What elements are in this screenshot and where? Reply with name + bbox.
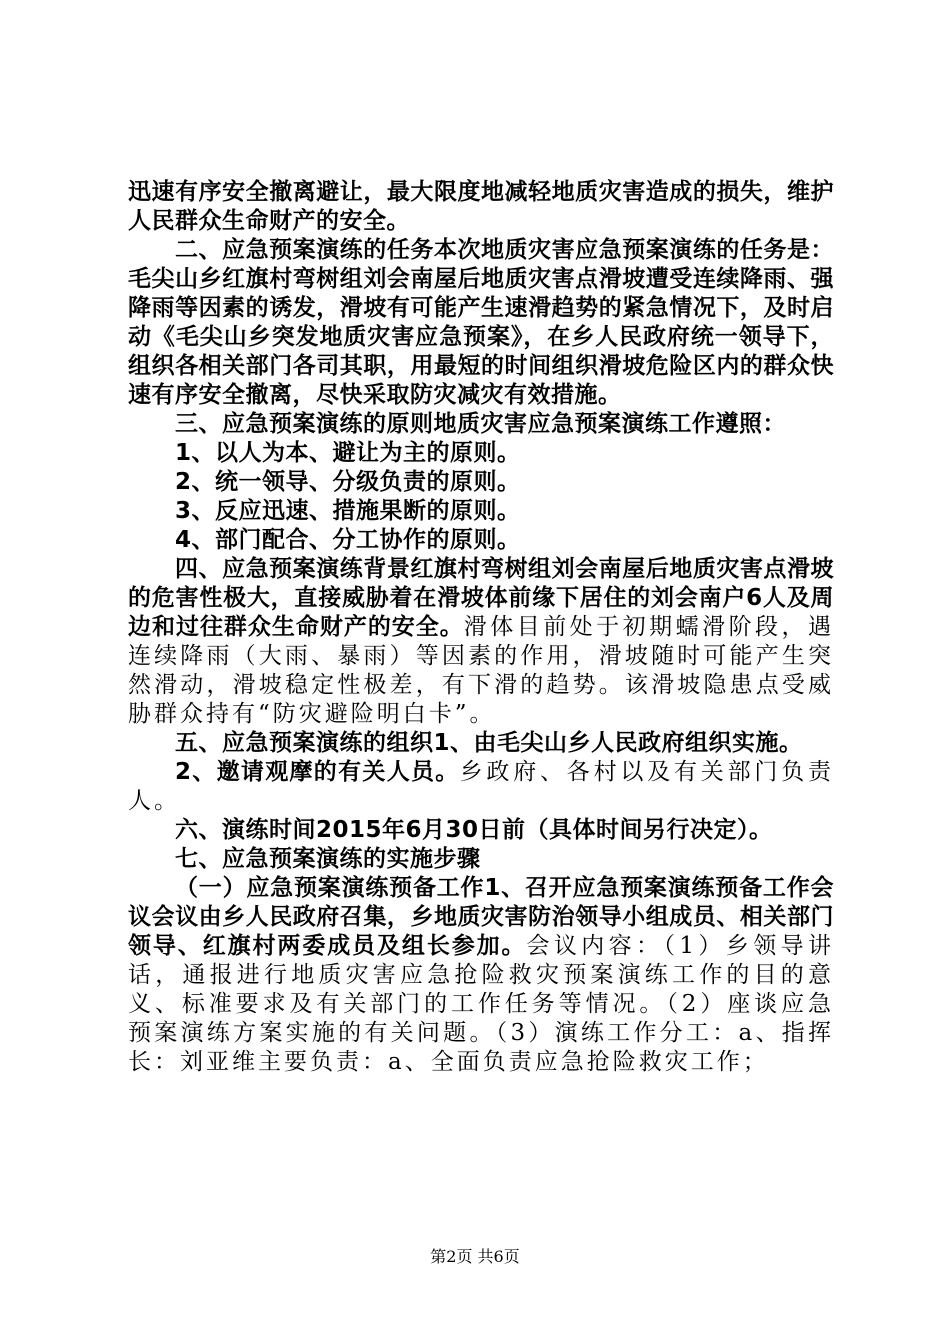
paragraph-text: 五、应急预案演练的组织1、由毛尖山乡人民政府组织实施。 — [175, 730, 803, 756]
paragraph-text: 滑体目前处于初期蠕滑阶段，遇连续降雨（大雨、暴雨）等因素的作用，滑坡随时可能产生突然滑动，滑坡稳定性极差，有下滑的趋势。该滑坡隐患点受威胁群众持有“防灾避险明白卡”。 — [128, 614, 835, 727]
paragraph — [128, 236, 834, 410]
paragraph-text: （一）应急预案演练预备工作1、召开应急预案演练预备工作会议会议由乡人民政府召集，乡地质灾害防治领导小组成员、相关部门领导、红旗村两委成员及组长参加。 — [128, 875, 834, 959]
paragraph-text: 七、应急预案演练的实施步骤 — [175, 846, 481, 872]
paragraph — [128, 874, 834, 1077]
paragraph-text: 2、统一领导、分级负责的原则。 — [175, 469, 521, 495]
paragraph-text: 3、反应迅速、措施果断的原则。 — [175, 498, 521, 524]
paragraph — [128, 816, 834, 845]
paragraph-text: 4、部门配合、分工协作的原则。 — [175, 527, 521, 553]
paragraph — [128, 410, 834, 439]
paragraph-text: 2、邀请观摩的有关人员。 — [175, 759, 460, 785]
paragraph — [128, 555, 834, 729]
paragraph — [128, 439, 834, 468]
paragraph-text: 二、应急预案演练的任务本次地质灾害应急预案演练的任务是：毛尖山乡红旗村弯树组刘会南屋后地质灾害点滑坡遭受连续降雨、强降雨等因素的诱发，滑坡有可能产生速滑趋势的紧急情况下，及时启动《毛尖山乡突发地质灾害应急预案》，在乡人民政府统一领导下，组织各相关部门各司其职，用最短的时间组织滑坡危险区内的群众快速有序安全撤离，尽快采取防灾减灾有效措施。 — [128, 237, 834, 408]
paragraph — [128, 526, 834, 555]
paragraph — [128, 497, 834, 526]
paragraph — [128, 178, 834, 236]
page-footer: 第2页 共6页 — [430, 1247, 520, 1266]
paragraph-text: 1、以人为本、避让为主的原则。 — [175, 440, 521, 466]
paragraph-text: 迅速有序安全撤离避让，最大限度地减轻地质灾害造成的损失，维护人民群众生命财产的安全。 — [128, 179, 834, 234]
paragraph — [128, 729, 834, 758]
paragraph-text: 六、演练时间2015年6月30日前（具体时间另行决定）。 — [175, 817, 773, 843]
paragraph — [128, 468, 834, 497]
paragraph — [128, 845, 834, 874]
paragraph — [128, 758, 834, 816]
document-body — [128, 178, 834, 1077]
paragraph-text: 四、应急预案演练背景红旗村弯树组刘会南屋后地质灾害点滑坡的危害性极大，直接威胁着在滑坡体前缘下居住的刘会南户6人及周边和过往群众生命财产的安全。 — [128, 556, 834, 640]
paragraph-text: 会议内容：（1）乡领导讲话，通报进行地质灾害应急抢险救灾预案演练工作的目的意义、标准要求及有关部门的工作任务等情况。（2）座谈应急预案演练方案实施的有关问题。（3）演练工作分工：a、指挥长：刘亚维主要负责：a、全面负责应急抢险救灾工作； — [128, 933, 834, 1075]
paragraph-text: 三、应急预案演练的原则地质灾害应急预案演练工作遵照： — [175, 411, 786, 437]
paragraph-text: 乡政府、各村以及有关部门负责人。 — [128, 759, 835, 814]
